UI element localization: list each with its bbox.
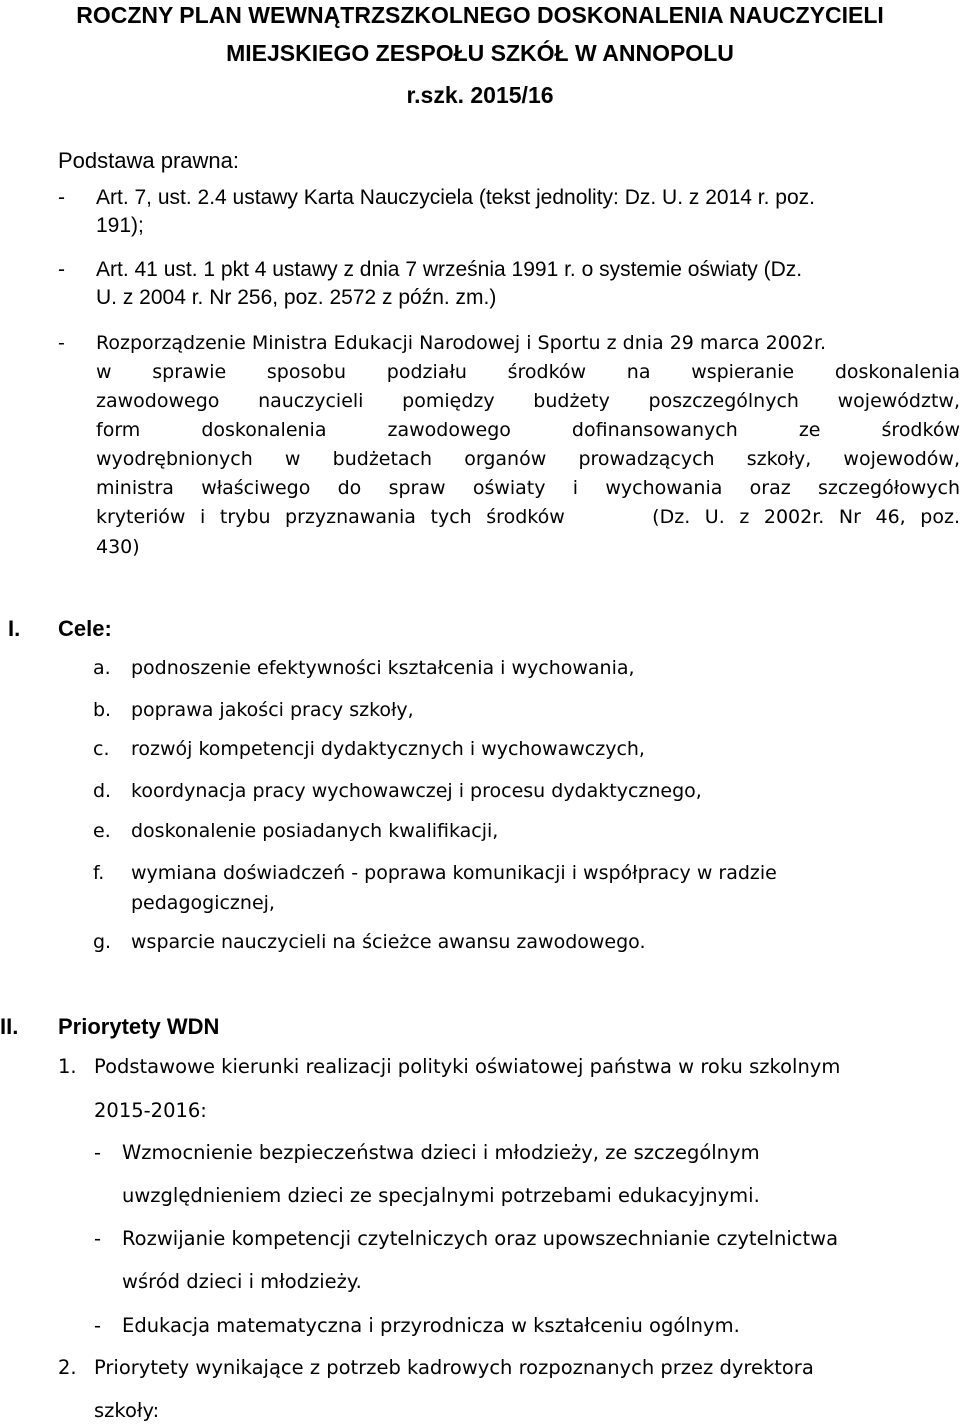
priority-1-sub-3-dash: - bbox=[94, 1314, 102, 1337]
legal-item-2-line-1: Art. 41 ust. 1 pkt 4 ustawy z dnia 7 września 1991 r. o systemie oświaty (Dz. bbox=[96, 258, 803, 281]
priority-1-number: 1. bbox=[58, 1055, 77, 1078]
priority-2-line-2: szkoły: bbox=[94, 1399, 160, 1422]
priorities-section-title: Priorytety WDN bbox=[58, 1014, 220, 1039]
legal-item-3-line-6: kryteriów i trybu przyznawania tych środków (Dz. U. z 2002r. Nr 46, poz. bbox=[96, 506, 960, 528]
legal-item-3-line-3: form doskonalenia zawodowego dofinansowanych ze środków bbox=[96, 419, 960, 441]
goals-section-title: Cele: bbox=[58, 616, 112, 641]
goal-d-text: koordynacja pracy wychowawczej i procesu dydaktycznego, bbox=[131, 780, 702, 802]
priority-1-sub-3-line-1: Edukacja matematyczna i przyrodnicza w kształceniu ogólnym. bbox=[122, 1314, 740, 1337]
goal-f-letter: f. bbox=[93, 862, 105, 884]
goal-g-letter: g. bbox=[93, 931, 112, 953]
legal-item-3-line-4: wyodrębnionych w budżetach organów prowadzących szkoły, wojewodów, bbox=[96, 448, 960, 470]
legal-item-1-line-2: 191); bbox=[96, 214, 144, 237]
goals-section-number: I. bbox=[8, 616, 21, 641]
goal-e-letter: e. bbox=[93, 820, 111, 842]
goal-c-text: rozwój kompetencji dydaktycznych i wychowawczych, bbox=[131, 738, 645, 760]
legal-item-1-line-1: Art. 7, ust. 2.4 ustawy Karta Nauczyciela (tekst jednolity: Dz. U. z 2014 r. poz. bbox=[96, 186, 815, 209]
goal-e-text: doskonalenie posiadanych kwalifikacji, bbox=[131, 820, 499, 842]
goal-a-text: podnoszenie efektywności kształcenia i wychowania, bbox=[131, 657, 635, 679]
legal-item-3-dash: - bbox=[58, 332, 65, 354]
priority-1-line-2: 2015-2016: bbox=[94, 1099, 207, 1122]
legal-item-3-line-5: ministra właściwego do spraw oświaty i wychowania oraz szczegółowych bbox=[96, 477, 960, 499]
legal-basis-heading: Podstawa prawna: bbox=[58, 148, 239, 173]
legal-item-2-dash: - bbox=[58, 258, 65, 281]
goal-a-letter: a. bbox=[93, 657, 111, 679]
goal-g-text: wsparcie nauczycieli na ścieżce awansu zawodowego. bbox=[131, 931, 646, 953]
goal-f-text-line-2: pedagogicznej, bbox=[131, 892, 275, 914]
priority-1-sub-1-line-1: Wzmocnienie bezpieczeństwa dzieci i młodzieży, ze szczególnym bbox=[122, 1141, 760, 1164]
legal-item-1-dash: - bbox=[58, 186, 65, 209]
legal-item-3-line-2: zawodowego nauczycieli pomiędzy budżety poszczególnych województw, bbox=[96, 390, 960, 412]
goal-b-letter: b. bbox=[93, 699, 112, 721]
legal-item-2-line-2: U. z 2004 r. Nr 256, poz. 2572 z późn. zm.) bbox=[96, 286, 497, 309]
priority-1-sub-2-line-1: Rozwijanie kompetencji czytelniczych oraz upowszechnianie czytelnictwa bbox=[122, 1227, 839, 1250]
legal-item-3-line-1: w sprawie sposobu podziału środków na wspieranie doskonalenia bbox=[96, 361, 960, 383]
priority-1-sub-2-dash: - bbox=[94, 1227, 102, 1250]
document-title-line-2: MIEJSKIEGO ZESPOŁU SZKÓŁ W ANNOPOLU bbox=[226, 40, 734, 66]
goal-c-letter: c. bbox=[93, 738, 110, 760]
priority-1-sub-1-line-2: uwzględnieniem dzieci ze specjalnymi potrzebami edukacyjnymi. bbox=[122, 1184, 760, 1207]
legal-item-3-first-line: Rozporządzenie Ministra Edukacji Narodowej i Sportu z dnia 29 marca 2002r. bbox=[96, 332, 827, 354]
document-title-line-3: r.szk. 2015/16 bbox=[406, 82, 554, 108]
legal-item-3-line-7: 430) bbox=[96, 536, 140, 558]
goal-f-text-line-1: wymiana doświadczeń - poprawa komunikacji i współpracy w radzie bbox=[131, 862, 777, 884]
priority-1-sub-2-line-2: wśród dzieci i młodzieży. bbox=[122, 1270, 362, 1293]
priority-1-line-1: Podstawowe kierunki realizacji polityki oświatowej państwa w roku szkolnym bbox=[94, 1055, 841, 1078]
priority-1-sub-1-dash: - bbox=[94, 1141, 102, 1164]
document-title-line-1: ROCZNY PLAN WEWNĄTRZSZKOLNEGO DOSKONALENIA NAUCZYCIELI bbox=[76, 2, 884, 28]
priority-2-line-1: Priorytety wynikające z potrzeb kadrowych rozpoznanych przez dyrektora bbox=[94, 1356, 814, 1379]
goal-d-letter: d. bbox=[93, 780, 112, 802]
priority-2-number: 2. bbox=[58, 1356, 77, 1379]
priorities-section-number: II. bbox=[0, 1014, 19, 1039]
goal-b-text: poprawa jakości pracy szkoły, bbox=[131, 699, 414, 721]
